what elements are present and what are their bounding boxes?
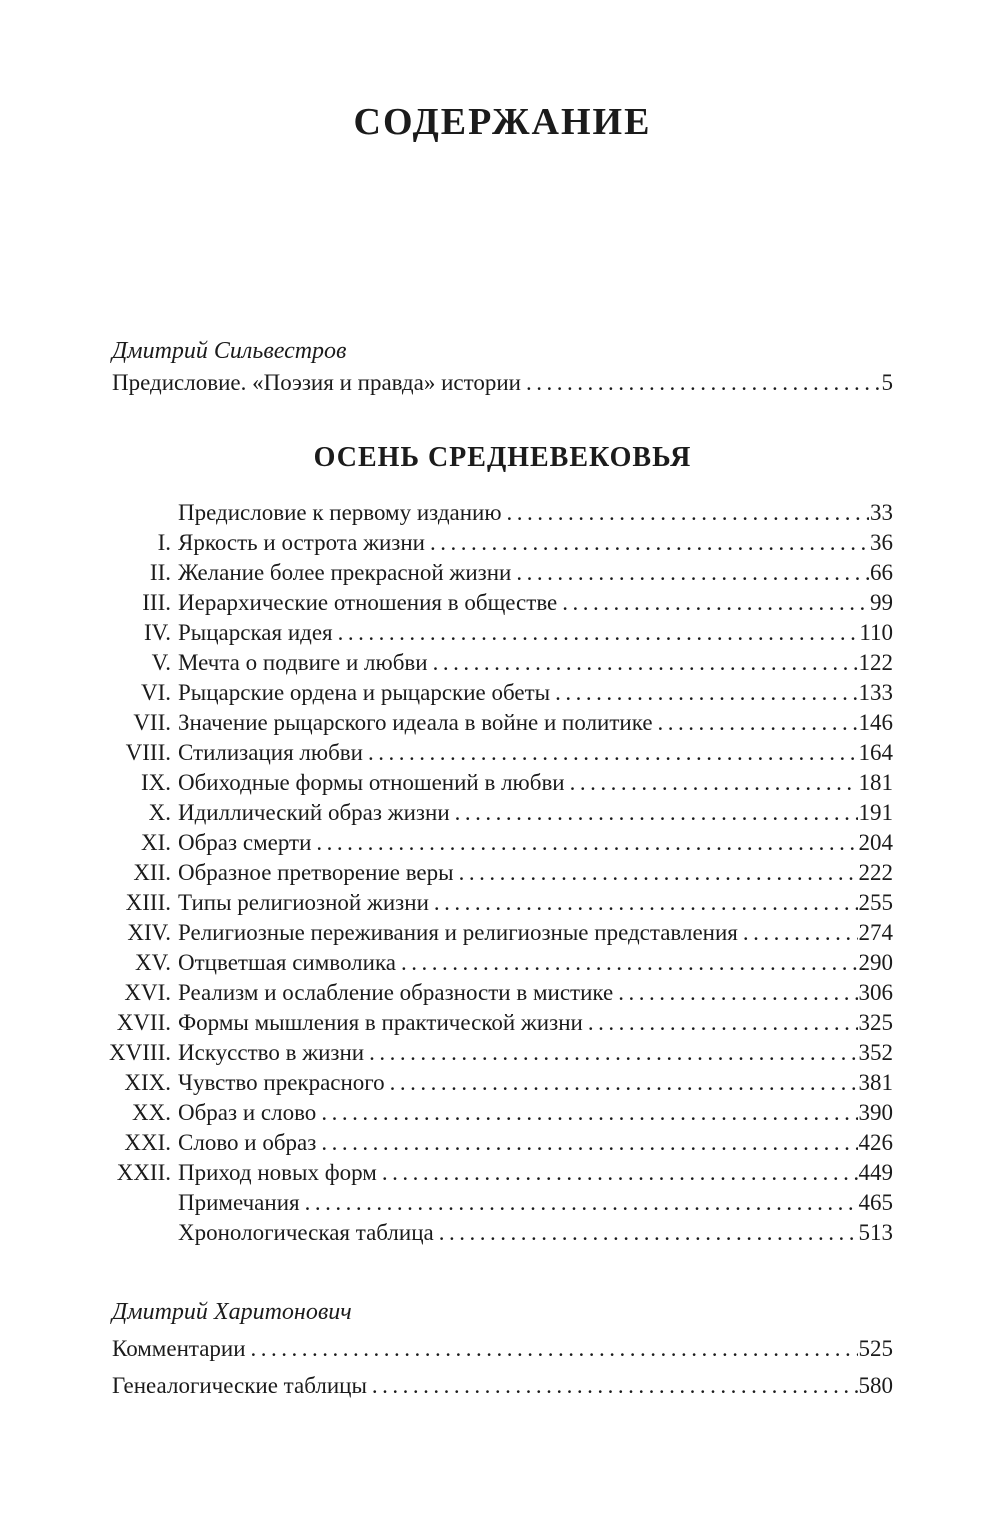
toc-entry: [112, 828, 893, 858]
preface-block: [112, 334, 893, 398]
toc-entry: [112, 708, 893, 738]
entry-page: 36: [870, 530, 893, 555]
chapter-number: XXII.: [116, 1160, 171, 1185]
chapter-number: VIII.: [125, 740, 171, 765]
chapter-number: XVII.: [116, 1010, 171, 1035]
entry-title: Идиллический образ жизни: [178, 800, 450, 825]
toc-entry: [112, 648, 893, 678]
dot-leader: [401, 948, 858, 978]
entry-title: Религиозные переживания и религиозные представления: [178, 920, 738, 945]
chapter-number: XVI.: [124, 980, 171, 1005]
entry-title: Рыцарская идея: [178, 620, 333, 645]
entry-title: Чувство прекрасного: [178, 1070, 385, 1095]
entry-page: 66: [870, 560, 893, 585]
dot-leader: [321, 1098, 857, 1128]
entry-page: 274: [858, 920, 893, 945]
entry-title: Искусство в жизни: [178, 1040, 365, 1065]
chapter-number: IX.: [140, 770, 171, 795]
dot-leader: [570, 768, 858, 798]
entry-title: Обиходные формы отношений в любви: [178, 770, 565, 795]
commentary-list: [112, 1330, 893, 1404]
dot-leader: [555, 678, 857, 708]
entry-title: Комментарии: [112, 1336, 246, 1361]
entry-page: 449: [858, 1160, 893, 1185]
toc-entry: [112, 1330, 893, 1367]
toc-entry: [112, 948, 893, 978]
toc-entry: [112, 738, 893, 768]
entry-title: Желание более прекрасной жизни: [178, 560, 512, 585]
chapter-number: XI.: [140, 830, 171, 855]
translator-name: Дмитрий Сильвестров: [112, 338, 347, 364]
toc-entry: [112, 528, 893, 558]
entry-title: Мечта о подвиге и любви: [178, 650, 428, 675]
entry-title: Яркость и острота жизни: [178, 530, 425, 555]
chapter-number: X.: [148, 800, 171, 825]
entry-title: Генеалогические таблицы: [112, 1373, 367, 1398]
entry-title: Формы мышления в практической жизни: [178, 1010, 583, 1035]
chapter-number: XIV.: [127, 920, 171, 945]
entry-title: Стилизация любви: [178, 740, 363, 765]
entry-page: 110: [859, 620, 893, 645]
toc-entry: [112, 1068, 893, 1098]
entry-title: Образ и слово: [178, 1100, 317, 1125]
dot-leader: [316, 828, 857, 858]
chapter-list: [109, 498, 893, 1248]
toc-entry: [112, 1367, 893, 1404]
dot-leader: [526, 368, 881, 398]
dot-leader: [588, 1008, 858, 1038]
dot-leader: [321, 1128, 857, 1158]
dot-leader: [455, 798, 858, 828]
dot-leader: [658, 708, 858, 738]
chapter-number: XV.: [134, 950, 171, 975]
entry-title: Приход новых форм: [178, 1160, 377, 1185]
toc-entry: [112, 888, 893, 918]
entry-page: 426: [858, 1130, 893, 1155]
chapter-number: XVIII.: [109, 1040, 171, 1065]
entry-page: 181: [858, 770, 893, 795]
toc-entry: [112, 1098, 893, 1128]
toc-entry: [112, 368, 893, 398]
entry-page: 133: [858, 680, 893, 705]
toc-entry: [112, 768, 893, 798]
entry-page: 525: [858, 1336, 893, 1361]
page-title: СОДЕРЖАНИЕ: [353, 101, 652, 143]
dot-leader: [439, 1218, 858, 1248]
chapter-number: XII.: [133, 860, 171, 885]
entry-title: Образ смерти: [178, 830, 312, 855]
dot-leader: [459, 858, 858, 888]
dot-leader: [516, 558, 869, 588]
commentary-block: [112, 1294, 893, 1404]
entry-title: Примечания: [178, 1190, 300, 1215]
toc-entry: [112, 558, 893, 588]
entry-title: Иерархические отношения в обществе: [178, 590, 558, 615]
dot-leader: [434, 888, 858, 918]
entry-title: Предисловие к первому изданию: [178, 500, 502, 525]
dot-leader: [382, 1158, 858, 1188]
entry-page: 5: [881, 370, 893, 395]
entry-page: 122: [858, 650, 893, 675]
dot-leader: [369, 1038, 857, 1068]
dot-leader: [618, 978, 857, 1008]
chapter-number: XIX.: [124, 1070, 171, 1095]
entry-page: 390: [858, 1100, 893, 1125]
entry-page: 164: [858, 740, 893, 765]
chapter-number: III.: [142, 590, 171, 615]
entry-title: Типы религиозной жизни: [178, 890, 429, 915]
dot-leader: [372, 1367, 858, 1404]
entry-page: 222: [858, 860, 893, 885]
dot-leader: [743, 918, 858, 948]
chapter-number: VII.: [133, 710, 171, 735]
entry-page: 513: [858, 1220, 893, 1245]
entry-page: 33: [870, 500, 893, 525]
commentator-name: Дмитрий Харитонович: [112, 1299, 352, 1325]
toc-entry: [112, 918, 893, 948]
dot-leader: [433, 648, 858, 678]
toc-entry: [112, 498, 893, 528]
entry-page: 352: [858, 1040, 893, 1065]
toc-entry: [112, 1008, 893, 1038]
toc-entry: [112, 978, 893, 1008]
toc-entry: [112, 678, 893, 708]
toc-entry: [109, 1038, 893, 1068]
entry-page: 290: [858, 950, 893, 975]
toc-entry: [112, 588, 893, 618]
toc-entry: [112, 798, 893, 828]
entry-page: 204: [858, 830, 893, 855]
toc-entry: [112, 618, 893, 648]
entry-title: Рыцарские ордена и рыцарские обеты: [178, 680, 551, 705]
chapter-number: VI.: [140, 680, 171, 705]
chapter-number: I.: [157, 530, 171, 555]
entry-page: 465: [858, 1190, 893, 1215]
chapter-number: XXI.: [124, 1130, 171, 1155]
toc-entry: [112, 1158, 893, 1188]
toc-entry: [112, 1188, 893, 1218]
dot-leader: [251, 1330, 858, 1367]
dot-leader: [507, 498, 869, 528]
chapter-number: V.: [151, 650, 171, 675]
dot-leader: [430, 528, 869, 558]
chapter-number: II.: [149, 560, 171, 585]
toc-entry: [112, 1218, 893, 1248]
entry-title: Образное претворение веры: [178, 860, 454, 885]
entry-page: 255: [858, 890, 893, 915]
entry-page: 99: [870, 590, 893, 615]
entry-title: Слово и образ: [178, 1130, 317, 1155]
entry-title: Хронологическая таблица: [178, 1220, 434, 1245]
entry-title: Значение рыцарского идеала в войне и политике: [178, 710, 653, 735]
entry-page: 146: [858, 710, 893, 735]
dot-leader: [338, 618, 859, 648]
dot-leader: [368, 738, 858, 768]
dot-leader: [305, 1188, 858, 1218]
chapter-number: XIII.: [125, 890, 171, 915]
chapter-number: XX.: [132, 1100, 171, 1125]
dot-leader: [562, 588, 869, 618]
entry-title: Реализм и ослабление образности в мистике: [178, 980, 614, 1005]
section-heading: ОСЕНЬ СРЕДНЕВЕКОВЬЯ: [313, 442, 692, 473]
entry-title: Отцветшая символика: [178, 950, 396, 975]
toc-entry: [112, 1128, 893, 1158]
chapter-number: IV.: [143, 620, 171, 645]
entry-page: 191: [858, 800, 893, 825]
entry-page: 306: [858, 980, 893, 1005]
dot-leader: [390, 1068, 858, 1098]
entry-title: Предисловие. «Поэзия и правда» истории: [112, 370, 521, 395]
entry-page: 381: [858, 1070, 893, 1095]
entry-page: 580: [858, 1373, 893, 1398]
toc-entry: [112, 858, 893, 888]
entry-page: 325: [858, 1010, 893, 1035]
